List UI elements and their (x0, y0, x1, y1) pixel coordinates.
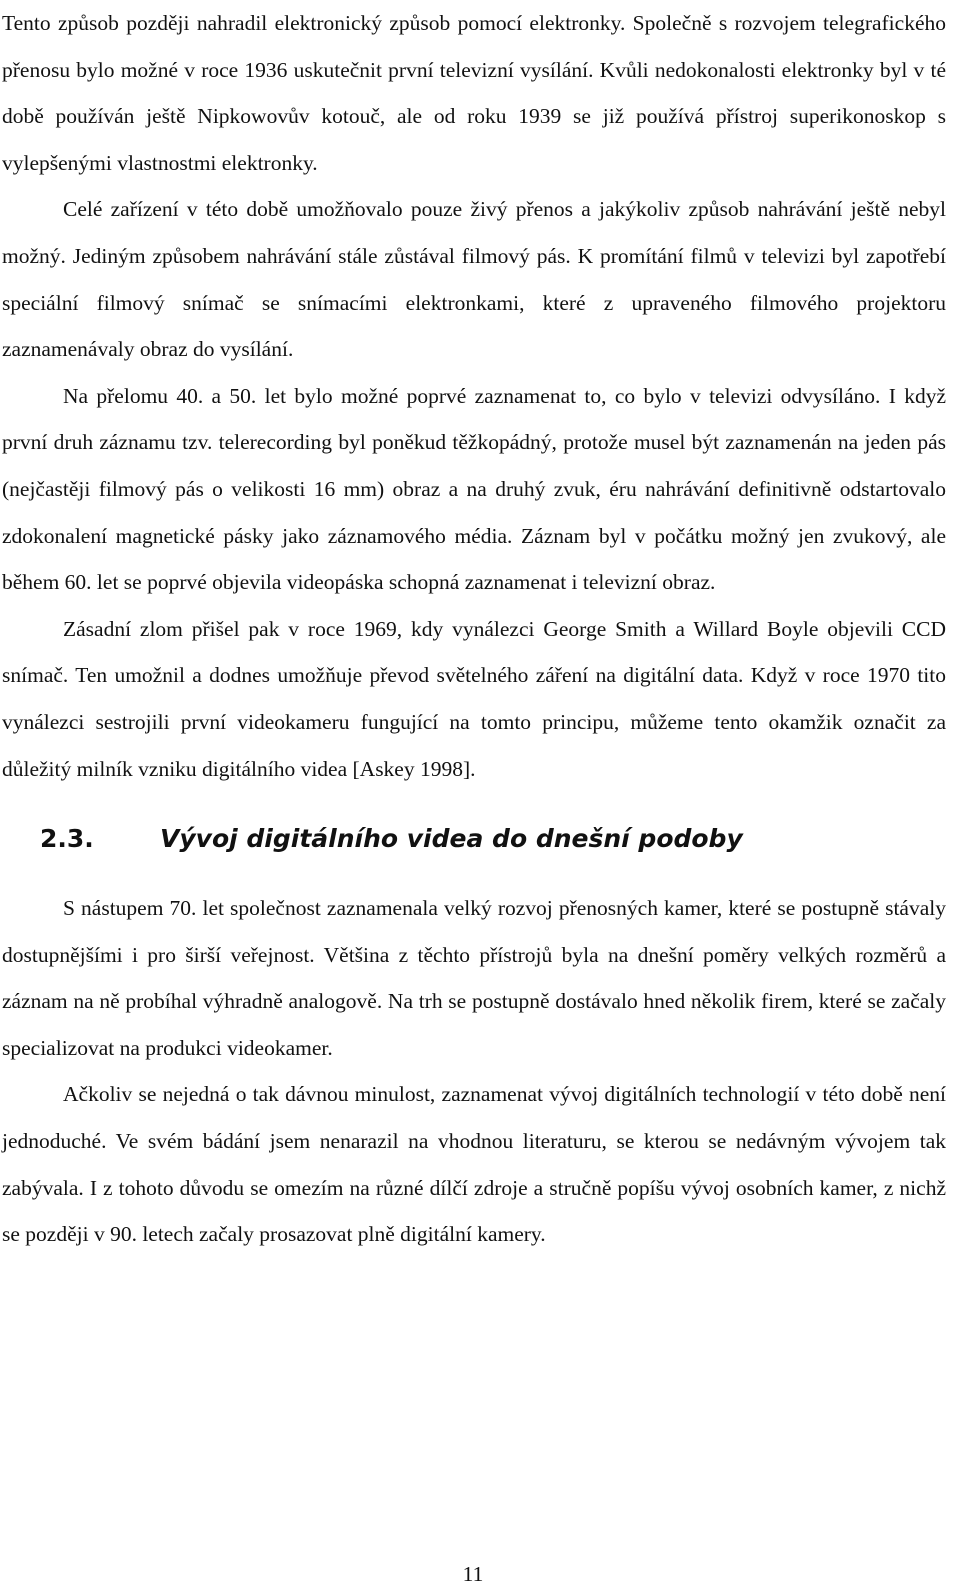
section-title: Vývoj digitálního videa do dnešní podoby (160, 824, 743, 854)
paragraph-recording-history: Na přelomu 40. a 50. let bylo možné poprvé zaznamenat to, co bylo v televizi odvysíláno. I když první druh záznamu tzv. telerecording byl poněkud těžkopádný, protože musel být zaznamenán na jeden pás (nejčastěji filmový pás o velikosti 16 mm) obraz a na druhý zvuk, éru nahrávání definitivně odstartovalo zdokonalení magnetické pásky jako záznamového média. Záznam byl v počátku možný jen zvukový, ale během 60. let se poprvé objevila videopáska schopná zaznamenat i televizní obraz. (2, 383, 946, 595)
page-number: 11 (462, 1562, 484, 1586)
paragraph-ccd-sensor: Zásadní zlom přišel pak v roce 1969, kdy vynálezci George Smith a Willard Boyle objevili CCD snímač. Ten umožnil a dodnes umožňuje převod světelného záření na digitální data. Když v roce 1970 tito vynálezci sestrojili první videokameru fungující na tomto principu, můžeme tento okamžik označit za důležitý milník vzniku digitálního videa [Askey 1998]. (2, 616, 946, 781)
paragraph-research-note: Ačkoliv se nejedná o tak dávnou minulost, zaznamenat vývoj digitálních technologií v této době není jednoduché. Ve svém bádání jsem nenarazil na vhodnou literaturu, se kterou se nedávným vývojem tak zabývala. I z tohoto důvodu se omezím na různé dílčí zdroje a stručně popíšu vývoj osobních kamer, z nichž se později v 90. letech začaly prosazovat plně digitální kamery. (2, 1082, 946, 1247)
section-number: 2.3. (40, 824, 94, 854)
section-heading (2, 792, 946, 885)
paragraph-first-partial: Tento způsob později nahradil elektronický způsob pomocí elektronky. Společně s rozvojem telegrafického přenosu bylo možné v roce 1936 uskutečnit první televizní vysílání. Kvůli nedokonalosti elektronky byl v té době používán ještě Nipkowovův kotouč, ale od roku 1939 se již používá přístroj superikonoskop s vylepšenými vlastnostmi elektronky. (2, 11, 946, 175)
paragraph-live-broadcast: Celé zařízení v této době umožňovalo pouze živý přenos a jakýkoliv způsob nahrávání ještě nebyl možný. Jediným způsobem nahrávání stále zůstával filmový pás. K promítání filmů v televizi byl zapotřebí speciální filmový snímač se snímacími elektronkami, které z upraveného filmového projektoru zaznamenávaly obraz do vysílání. (2, 197, 946, 362)
paragraph-portable-cameras: S nástupem 70. let společnost zaznamenala velký rozvoj přenosných kamer, které se postupně stávaly dostupnějšími i pro širší veřejnost. Většina z těchto přístrojů byla na dnešní poměry velkých rozměrů a záznam na ně probíhal výhradně analogově. Na trh se postupně dostávalo hned několik firem, které se začaly specializovat na produkci videokamer. (2, 896, 946, 1060)
document-page (2, 0, 946, 1258)
